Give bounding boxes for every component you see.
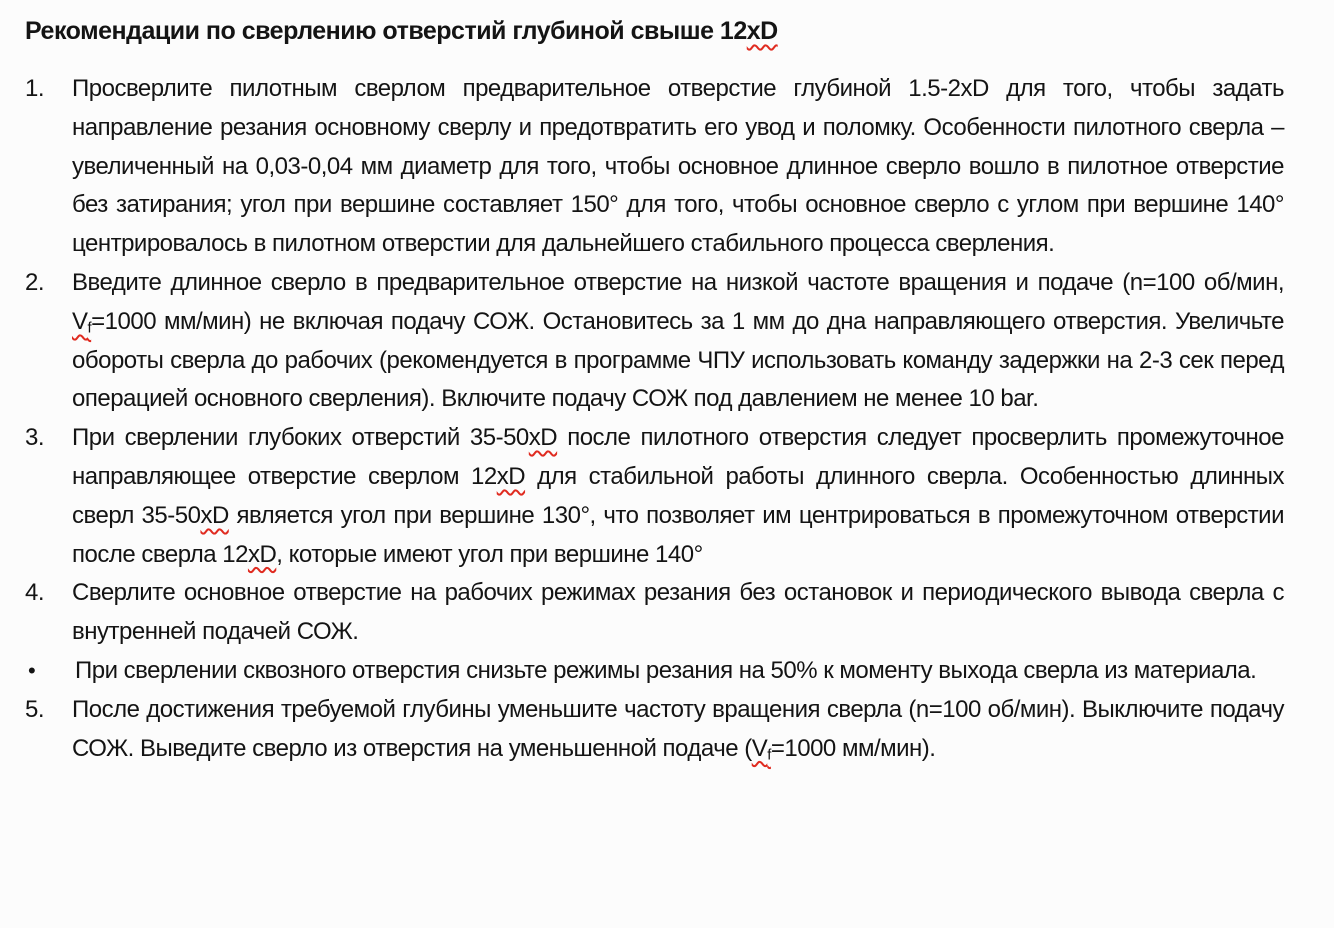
number-marker: 2. [25, 268, 45, 296]
text-segment: Сверлите основное отверстие на рабочих режимах резания без остановок и периодического вывода сверла с внутренней подачей СОЖ. [72, 579, 1284, 646]
text-segment: Введите длинное сверло в предварительное отверстие на низкой частоте вращения и подаче (n=100 об/мин, [72, 268, 1284, 296]
recommendations-list [25, 70, 1284, 768]
list-item [25, 70, 1284, 264]
text-segment: =1000 мм/мин). [770, 734, 936, 762]
spellcheck-flagged-text: xD [528, 424, 558, 452]
text-segment: после пилотного отверстия следует просверлить промежуточное направляющее отверстие сверлом 12 [72, 424, 1284, 490]
list-item [25, 691, 1284, 769]
spellcheck-flagged-text: V [72, 307, 88, 335]
page-title [25, 14, 1284, 48]
spellcheck-flagged-text: xD [496, 462, 526, 490]
list-item [25, 419, 1284, 574]
list-item-text [72, 691, 1284, 769]
list-item-text [72, 574, 1284, 652]
number-marker: 4. [25, 579, 45, 607]
number-marker: 1. [25, 75, 45, 102]
spellcheck-flagged-text: xD [247, 540, 277, 568]
text-segment: Просверлите пилотным сверлом предварительное отверстие глубиной 1.5-2xD для того, чтобы задать направление резания основному сверлу и предотвратить его увод и поломку. Особенности пилотного сверла – увеличенный на 0,03-0,04 мм диаметр для того, чтобы основное длинное сверло вошло в пилотное отверстие без затирания; угол при вершине составляет 150° для того, чтобы основное сверло с углом при вершине 140° центрировалось в пилотном отверстии для дальнейшего стабильного процесса сверления. [72, 75, 1284, 258]
list-item [25, 264, 1284, 419]
text-segment: для стабильной работы длинного сверла. Особенностью длинных сверл 35-50 [72, 462, 1284, 529]
text-segment: После достижения требуемой глубины уменьшите частоту вращения сверла (n=100 об/мин). Выключите подачу СОЖ. Выведите сверло из отверстия на уменьшенной подаче ( [72, 695, 1284, 762]
list-item-text [72, 264, 1284, 419]
text-segment: =1000 мм/мин) не включая подачу СОЖ. Остановитесь за 1 мм до дна направляющего отверстия. Увеличьте обороты сверла до рабочих (рекомендуется в программе ЧПУ использовать команду задержки на 2-3 сек перед операцией основного сверления). Включите подачу СОЖ под давлением не менее 10 bar. [72, 307, 1284, 413]
bullet-marker: • [28, 657, 36, 683]
text-segment: , которые имеют угол при вершине 140° [276, 540, 703, 568]
list-item-text [72, 70, 1284, 264]
text-segment: Рекомендации по сверлению отверстий глубиной свыше 12 [25, 17, 747, 45]
list-item-text [75, 652, 1284, 691]
spellcheck-flagged-text: xD [200, 501, 229, 529]
list-item-text [72, 419, 1284, 574]
spellcheck-flagged-text: f [767, 747, 771, 764]
text-segment: При сверлении глубоких отверстий 35-50 [72, 424, 529, 452]
list-item [25, 652, 1284, 691]
spellcheck-flagged-text: f [87, 320, 92, 337]
number-marker: 3. [25, 424, 45, 452]
spellcheck-flagged-text: xD [746, 17, 778, 45]
text-segment: При сверлении сквозного отверстия снизьте режимы резания на 50% к моменту выхода сверла из материала. [75, 656, 1257, 684]
text-segment: является угол при вершине 130°, что позволяет им центрироваться в промежуточном отверстии после сверла 12 [72, 501, 1284, 568]
list-item [25, 574, 1284, 652]
spellcheck-flagged-text: V [751, 734, 768, 762]
number-marker: 5. [25, 695, 45, 723]
